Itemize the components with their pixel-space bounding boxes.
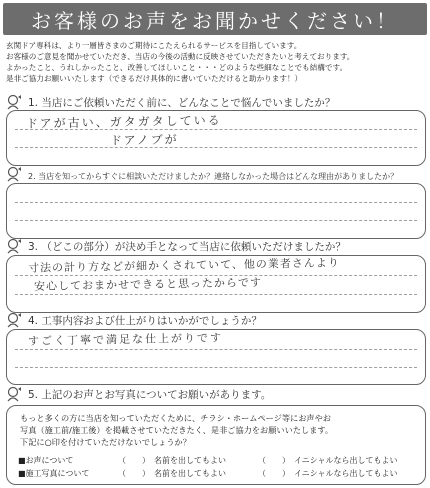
person-icon <box>6 94 24 110</box>
permission-item: ■お声について <box>18 456 74 465</box>
intro-text <box>6 40 426 84</box>
question-5-heading <box>6 386 271 402</box>
permission-option-name[interactable]: （ ） 名前を出してもよい <box>118 469 226 478</box>
intro-line: よかったこと、うれしかったこと、改善してほしいこと・・・どのような些細なことでも結構です。 <box>6 63 348 72</box>
question-2-heading <box>6 166 398 182</box>
permission-item: ■施工写真について <box>18 469 90 478</box>
question-4-heading <box>6 312 262 328</box>
answer-3-line-1: 寸法の計り方などが細かくされていて、他の業者さんより <box>27 256 340 275</box>
page-title: お客様のお声をお聞かせください！ <box>31 8 399 33</box>
person-icon <box>6 386 24 402</box>
person-icon <box>6 312 24 328</box>
permission-option-initials[interactable]: （ ） イニシャルなら出してもよい <box>258 456 398 465</box>
question-1-label: 1. 当店にご依頼いただく前に、どんなことで悩んでいましたか？ <box>28 97 336 109</box>
request-line: 写真（施工前/施工後）を掲載させていただきたく、是非ご協力をお願いいたします。 <box>20 425 334 435</box>
question-3-heading <box>6 238 346 254</box>
intro-line: 玄関ドア専科は、より一層皆さまのご期待にこたえられるサービスを目指しています。 <box>6 41 302 50</box>
person-icon <box>6 238 24 254</box>
answer-3-line-2: 安心しておまかせできると思ったからです <box>33 276 262 293</box>
question-4-label: 4. 工事内容および仕上がりはいかがでしょうか？ <box>28 315 262 327</box>
page-title-banner <box>3 3 427 35</box>
answer-box-2 <box>6 183 426 239</box>
answer-1-line-1: ドアが古い、ガタガタしている <box>25 113 222 131</box>
intro-line: お客様のご意見を聞かせていただき、当店の今後の活動に反映させていただきたいと考えております。 <box>6 52 355 61</box>
answer-1-line-2: ドアノブが <box>109 132 179 148</box>
intro-line: 是非ご協力お願いいたします（できるだけ具体的に書いていただけると助かります！） <box>6 74 303 83</box>
request-line: もっと多くの方に当店を知っていただくために、チラシ・ホームページ等にお声やお <box>20 413 331 423</box>
request-line: 下記に○印を付けていただけないでしょうか？ <box>20 437 191 447</box>
person-icon <box>6 166 24 182</box>
permission-option-initials[interactable]: （ ） イニシャルなら出してもよい <box>258 469 398 478</box>
permission-option-name[interactable]: （ ） 名前を出してもよい <box>118 456 226 465</box>
permission-request-text <box>20 412 333 448</box>
question-3-label: 3. （どこの部分）が決め手となって当店に依頼いただけましたか？ <box>28 241 346 253</box>
answer-4-line-1: すごく丁寧で満足な仕上がりです <box>27 331 224 348</box>
question-1-heading <box>6 94 335 110</box>
question-2-label: 2. 当店を知ってからすぐに相談いただけましたか？連絡しなかった場合はどんな理由がありましたか？ <box>28 172 399 181</box>
question-5-label: 5. 上記のお声とお写真についてお願いがあります。 <box>28 389 272 401</box>
